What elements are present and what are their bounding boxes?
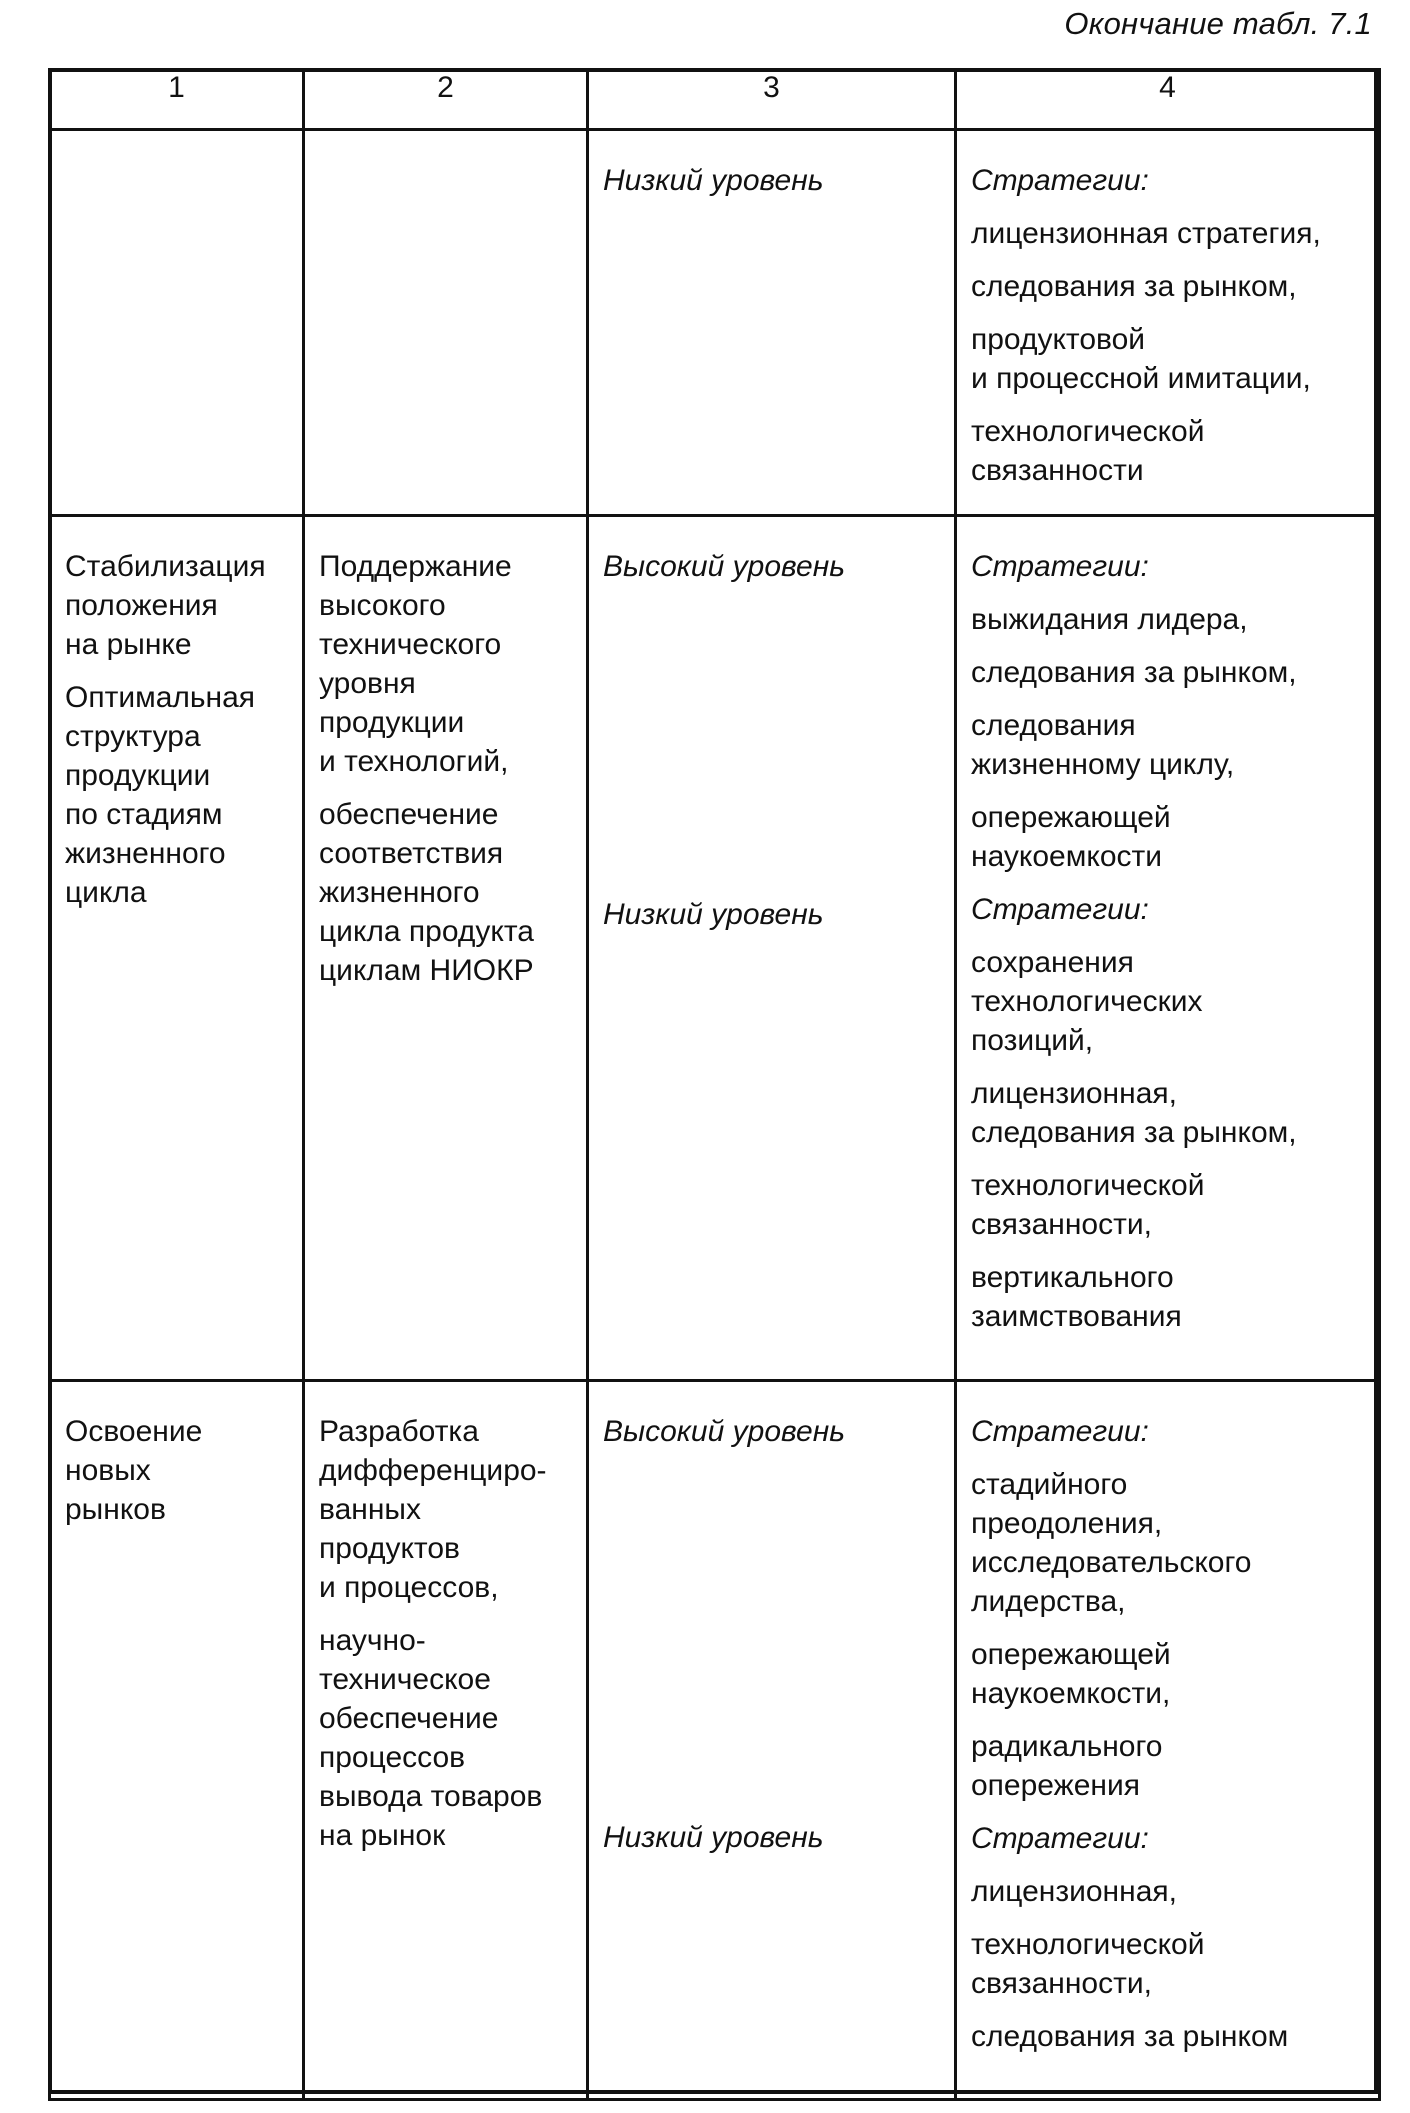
level-label: Высокий уровень [603, 550, 845, 583]
strategy-heading: Стратегии: [971, 1822, 1149, 1855]
strategy-heading: Стратегии: [971, 164, 1149, 197]
task-text: обеспечение соответствия жизненного цикла продукта циклам НИОКР [319, 798, 534, 987]
strategy-item: лицензионная, следования за рынком, [971, 1077, 1297, 1149]
level-label: Низкий уровень [603, 164, 824, 197]
strategy-heading: Стратегии: [971, 550, 1149, 583]
goal-text: Освоение новых рынков [65, 1415, 203, 1526]
level-label: Низкий уровень [603, 898, 824, 931]
strategy-item: технологической связанности, [971, 1928, 1205, 2000]
strategy-item: следования жизненному циклу, [971, 709, 1235, 781]
level-label: Высокий уровень [603, 1415, 845, 1448]
strategy-item: технологической связанности [971, 415, 1205, 487]
strategy-item: стадийного преодоления, исследовательского лидерства, [971, 1468, 1252, 1618]
strategy-item: сохранения технологических позиций, [971, 946, 1203, 1057]
strategy-item: лицензионная, [971, 1875, 1177, 1908]
strategy-heading: Стратегии: [971, 893, 1149, 926]
strategy-item: вертикального заимствования [971, 1261, 1182, 1333]
header-cell-2: 2 [304, 70, 588, 130]
strategy-item: опережающей наукоемкости [971, 801, 1171, 873]
table-outer-border [48, 68, 1378, 2094]
header-cell-4: 4 [956, 70, 1380, 130]
strategy-item: радикального опережения [971, 1730, 1163, 1802]
header-cell-1: 1 [50, 70, 304, 130]
strategy-item: следования за рынком, [971, 270, 1297, 303]
task-text: научно- техническое обеспечение процессов вывода товаров на рынок [319, 1624, 543, 1852]
table-caption: Окончание табл. 7.1 [1064, 6, 1372, 41]
strategy-item: следования за рынком, [971, 656, 1297, 689]
strategy-item: лицензионная стратегия, [971, 217, 1321, 250]
header-cell-3: 3 [588, 70, 956, 130]
task-text: Разработка дифференциро- ванных продуктов и процессов, [319, 1415, 547, 1604]
strategy-item: выжидания лидера, [971, 603, 1248, 636]
strategy-item: следования за рынком [971, 2020, 1289, 2053]
strategy-item: опережающей наукоемкости, [971, 1638, 1171, 1710]
task-text: Поддержание высокого технического уровня продукции и технологий, [319, 550, 512, 778]
level-label: Низкий уровень [603, 1821, 824, 1854]
goal-text: Стабилизация положения на рынке [65, 550, 266, 661]
strategy-heading: Стратегии: [971, 1415, 1149, 1448]
goal-text: Оптимальная структура продукции по стадиям жизненного цикла [65, 681, 256, 909]
strategy-item: продуктовой и процессной имитации, [971, 323, 1311, 395]
strategy-item: технологической связанности, [971, 1169, 1205, 1241]
